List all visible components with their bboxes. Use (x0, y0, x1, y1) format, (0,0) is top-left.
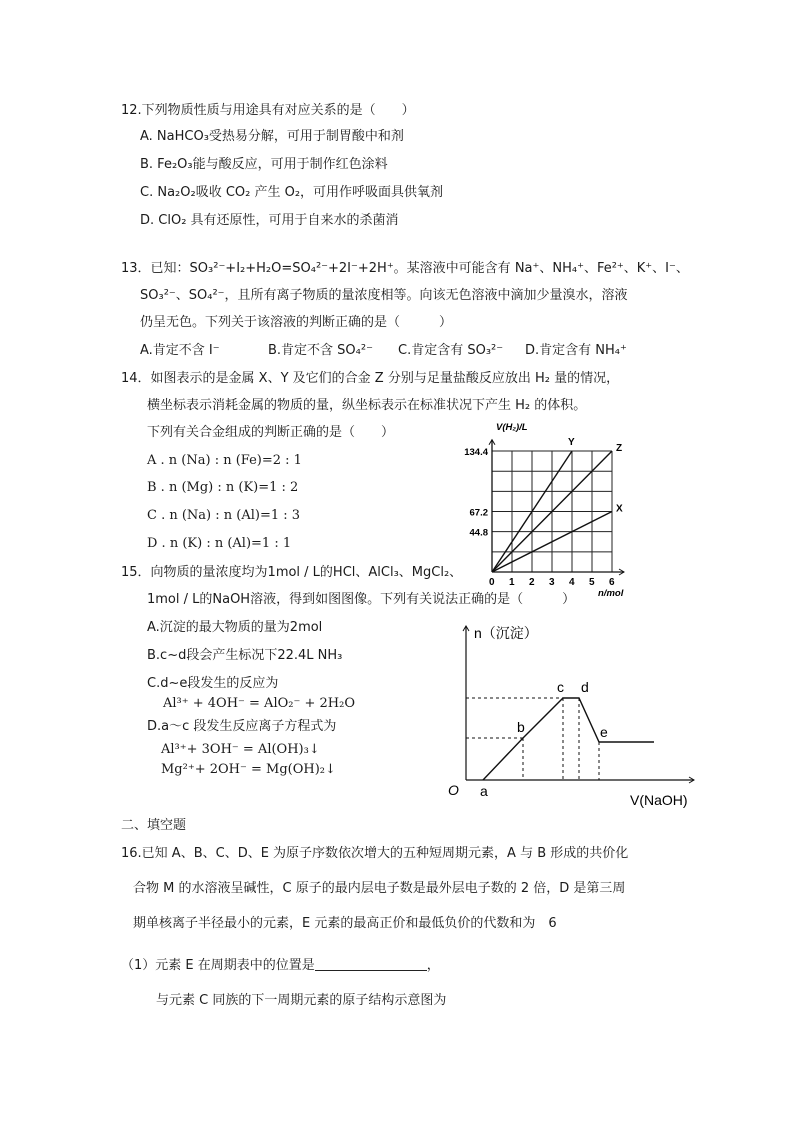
q16-sub1 (121, 956, 440, 975)
q14-line-2: 横坐标表示消耗金属的物质的量，纵坐标表示在标准状况下产生 H₂ 的体积。 (147, 398, 587, 413)
q16-line-2: 合物 M 的水溶液呈碱性，C 原子的最内层电子数是最外层电子数的 2 倍，D 是第三周 (133, 881, 626, 896)
q14-option-a: A . n (Na) : n (Fe)=2 : 1 (147, 453, 302, 468)
q15-option-c: C.d~e段发生的反应为 (147, 676, 279, 691)
point-label-d: d (581, 679, 589, 695)
point-label-c: c (557, 679, 564, 695)
q13-option-d: D.肯定含有 NH₄⁺ (525, 343, 627, 358)
q13-option-b: B.肯定不含 SO₄²⁻ (268, 343, 373, 358)
chart2-series (483, 698, 654, 780)
y-axis-title: V(H₂)/L (496, 422, 528, 433)
chart2-guide-lines (466, 698, 599, 780)
q16-sub1-line-2: 与元素 C 同族的下一周期元素的原子结构示意图为 (156, 993, 447, 1008)
q16-sub1-prompt: （1）元素 E 在周期表中的位置是 (121, 958, 315, 973)
precipitate-curve (483, 698, 654, 780)
x-tick-label: 0 (489, 577, 495, 588)
q13-option-a: A.肯定不含 I⁻ (140, 343, 220, 358)
q15-line-1: 15．向物质的量浓度均为1mol / L的HCl、AlCl₃、MgCl₂、 (121, 565, 463, 580)
x-tick-label: 1 (509, 577, 515, 588)
x-tick-label: 6 (609, 577, 615, 588)
precipitate-chart (444, 618, 706, 814)
q15-option-b: B.c~d段会产生标况下22.4L NH₃ (147, 648, 343, 663)
y-axis-title: n（沉淀） (474, 625, 538, 641)
x-tick-label: 4 (569, 577, 575, 588)
q15-option-d: D.a～c 段发生反应离子方程式为 (147, 719, 337, 734)
q13-line-3: 仍呈无色。下列关于该溶液的判断正确的是（ ） (140, 315, 453, 330)
h2-volume-chart (452, 418, 672, 599)
q15-option-c-equation: Al³⁺ + 4OH⁻ = AlO₂⁻ + 2H₂O (163, 696, 355, 711)
origin-label: O (448, 782, 459, 798)
x-tick-label: 3 (549, 577, 555, 588)
q15-option-d-equation-2: Mg²⁺+ 2OH⁻ = Mg(OH)₂↓ (161, 762, 336, 777)
x-axis-title: n/mol (598, 588, 624, 599)
q14-option-b: B . n (Mg) : n (K)=1 : 2 (147, 480, 299, 495)
q12-option-a: A. NaHCO₃受热易分解，可用于制胃酸中和剂 (140, 129, 404, 144)
q14-option-c: C . n (Na) : n (Al)=1 : 3 (147, 508, 301, 523)
q16-sub1-answer-blank[interactable] (315, 956, 427, 971)
q12-option-b: B. Fe₂O₃能与酸反应，可用于制作红色涂料 (140, 157, 388, 172)
series-label-y: Y (568, 437, 575, 449)
series-label-x: X (616, 503, 623, 515)
q15-line-2: 1mol / L的NaOH溶液，得到如图图像。下列有关说法正确的是（ ） (147, 592, 576, 607)
y-tick-label: 44.8 (469, 527, 488, 539)
q15-option-d-equation-1: Al³⁺+ 3OH⁻ = Al(OH)₃↓ (161, 742, 320, 757)
q16-sub1-punct: ， (426, 958, 440, 973)
q14-option-d: D . n (K) : n (Al)=1 : 1 (147, 536, 292, 551)
q16-line-1: 16.已知 A、B、C、D、E 为原子序数依次增大的五种短周期元素，A 与 B 形成的共价化 (121, 846, 629, 861)
q14-line-3: 下列有关合金组成的判断正确的是（ ） (147, 425, 395, 440)
q13-line-2: SO₃²⁻、SO₄²⁻，且所有离子物质的量浓度相等。向该无色溶液中滴加少量溴水，溶液 (140, 288, 628, 303)
q13-line-1: 13．已知：SO₃²⁻+I₂+H₂O=SO₄²⁻+2I⁻+2H⁺。某溶液中可能含有 Na⁺、NH₄⁺、Fe²⁺、K⁺、I⁻、 (121, 261, 689, 276)
q16-line-3: 期单核离子半径最小的元素，E 元素的最高正价和最低负价的代数和为 6 (133, 916, 557, 931)
point-label-b: b (517, 719, 525, 735)
x-axis-title: V(NaOH) (630, 792, 688, 808)
q15-option-a: A.沉淀的最大物质的量为2mol (147, 620, 323, 635)
point-label-a: a (480, 783, 488, 799)
q14-line-1: 14．如图表示的是金属 X、Y 及它们的合金 Z 分别与足量盐酸反应放出 H₂ 量的情况， (121, 371, 620, 386)
q13-option-c: C.肯定含有 SO₃²⁻ (398, 343, 504, 358)
series-label-z: Z (616, 443, 623, 455)
q12-stem: 12.下列物质性质与用途具有对应关系的是（ ） (121, 103, 415, 118)
x-tick-label: 5 (589, 577, 595, 588)
q12-option-c: C. Na₂O₂吸收 CO₂ 产生 O₂，可用作呼吸面具供氧剂 (140, 185, 444, 200)
section-title: 二、填空题 (121, 818, 187, 833)
y-tick-label: 134.4 (464, 447, 488, 459)
x-tick-label: 2 (529, 577, 535, 588)
point-label-e: e (600, 724, 608, 740)
q12-option-d: D. ClO₂ 具有还原性，可用于自来水的杀菌消 (140, 213, 399, 228)
y-tick-label: 67.2 (469, 507, 488, 519)
